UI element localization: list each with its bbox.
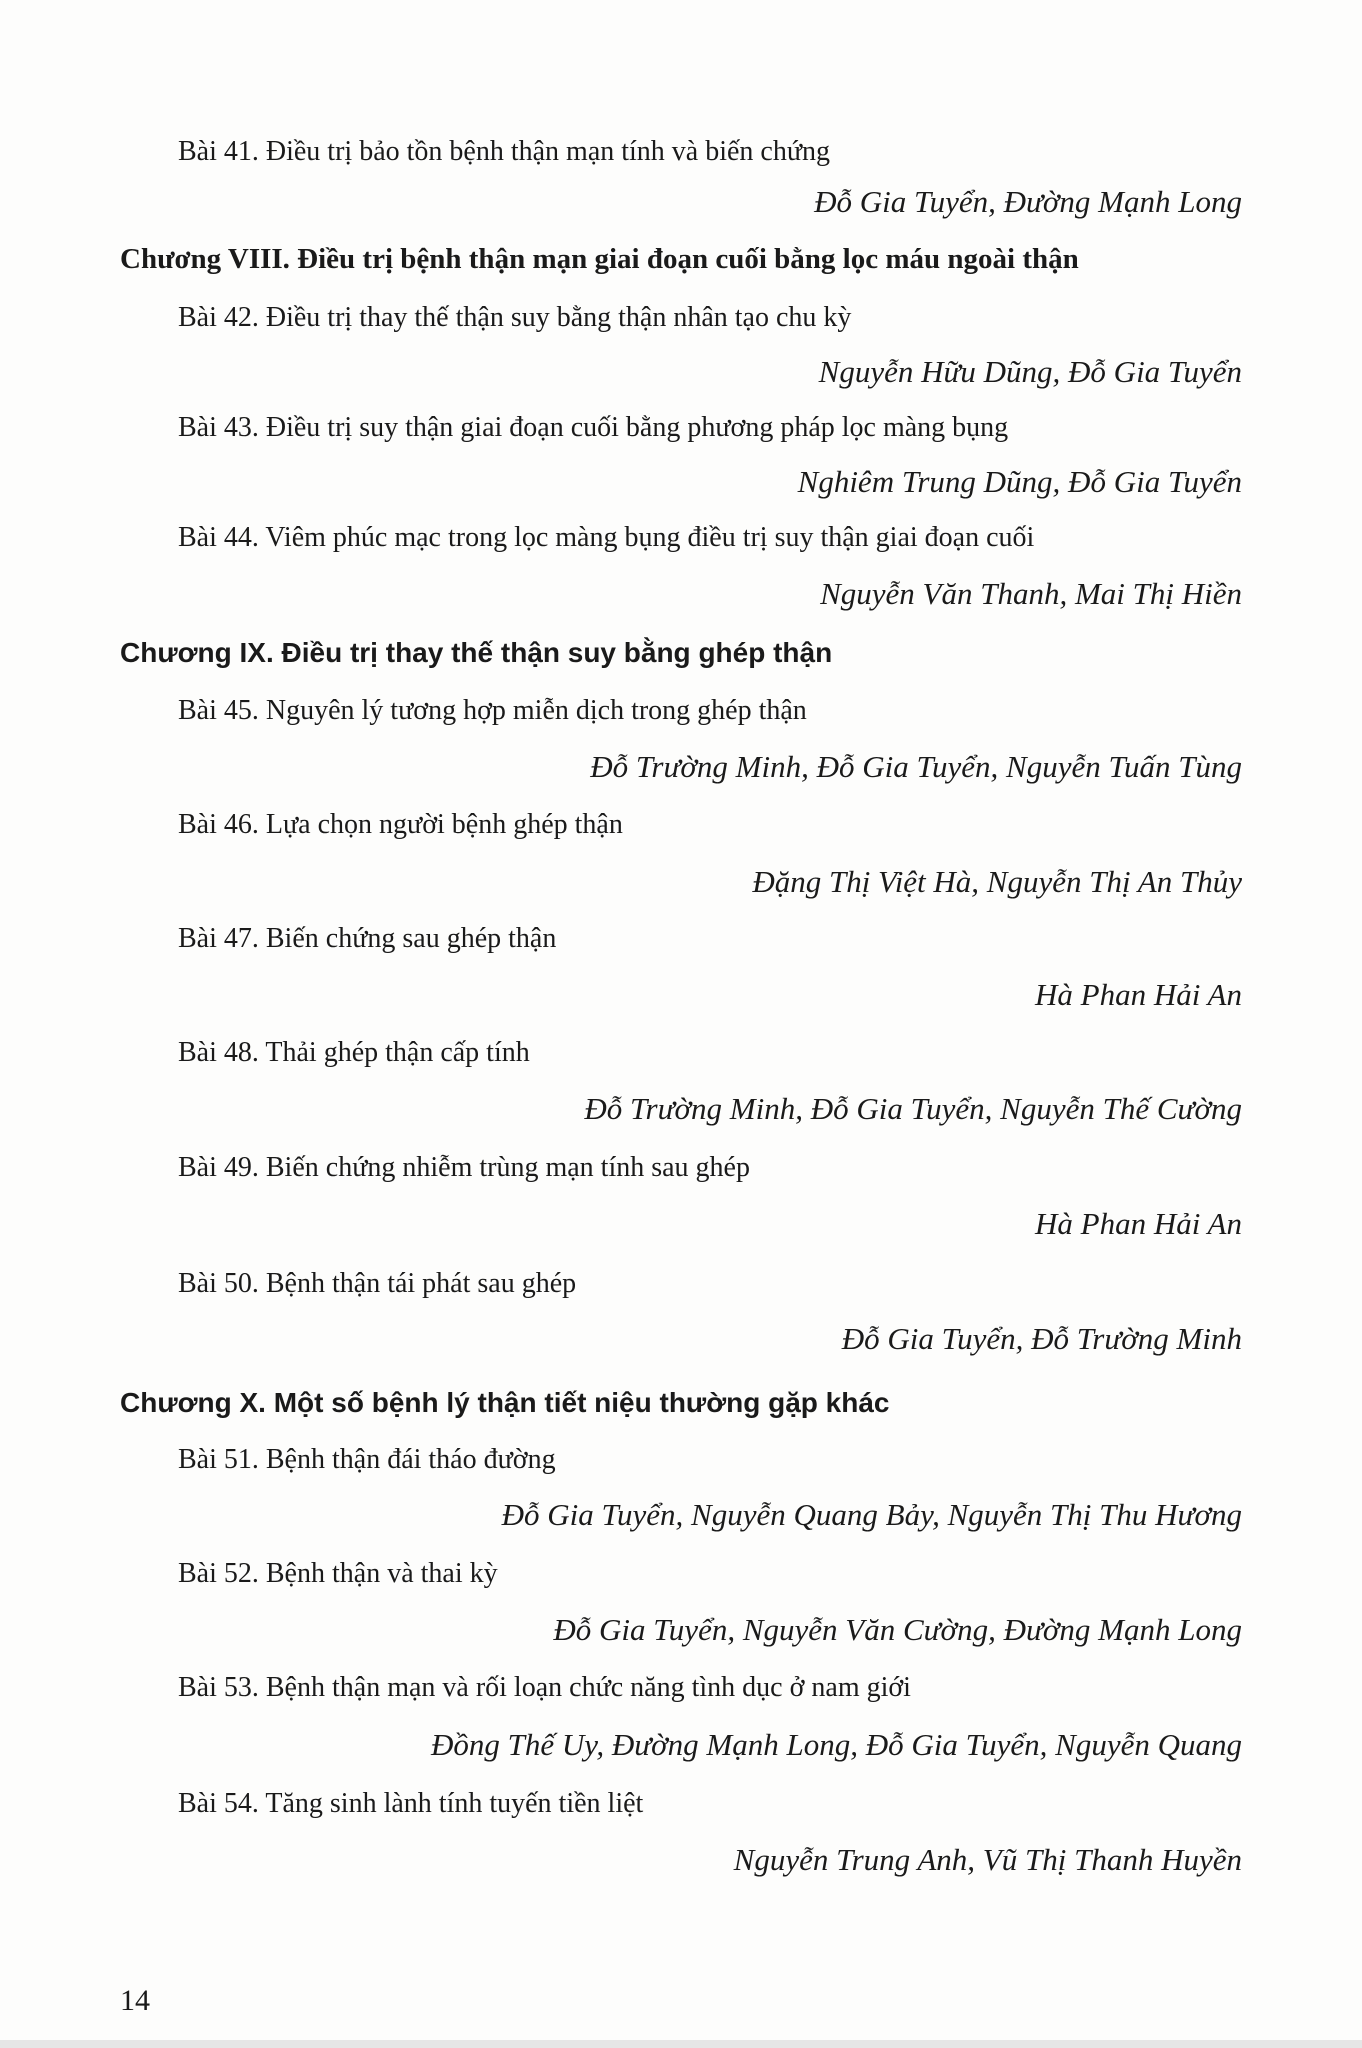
toc-authors-45: Đỗ Trường Minh, Đỗ Gia Tuyển, Nguyễn Tuấn Tùng <box>590 749 1242 784</box>
toc-authors-53: Đồng Thế Uy, Đường Mạnh Long, Đỗ Gia Tuyển, Nguyễn Quang <box>431 1727 1242 1762</box>
toc-authors-46: Đặng Thị Việt Hà, Nguyễn Thị An Thủy <box>752 864 1242 899</box>
toc-authors-47: Hà Phan Hải An <box>1035 977 1242 1012</box>
toc-lesson-41: Bài 41. Điều trị bảo tồn bệnh thận mạn tính và biến chứng <box>178 136 831 167</box>
toc-lesson-54: Bài 54. Tăng sinh lành tính tuyến tiền liệt <box>178 1788 644 1819</box>
toc-authors-41: Đỗ Gia Tuyển, Đường Mạnh Long <box>814 184 1242 219</box>
toc-authors-42: Nguyễn Hữu Dũng, Đỗ Gia Tuyển <box>818 354 1242 389</box>
toc-lesson-43: Bài 43. Điều trị suy thận giai đoạn cuối bằng phương pháp lọc màng bụng <box>178 412 1009 443</box>
toc-authors-52: Đỗ Gia Tuyển, Nguyễn Văn Cường, Đường Mạnh Long <box>553 1612 1242 1647</box>
toc-authors-44: Nguyễn Văn Thanh, Mai Thị Hiền <box>820 576 1242 611</box>
toc-authors-50: Đỗ Gia Tuyển, Đỗ Trường Minh <box>841 1321 1242 1356</box>
toc-lesson-42: Bài 42. Điều trị thay thế thận suy bằng thận nhân tạo chu kỳ <box>178 302 852 333</box>
toc-lesson-52: Bài 52. Bệnh thận và thai kỳ <box>178 1558 498 1589</box>
toc-chapter-10: Chương X. Một số bệnh lý thận tiết niệu thường gặp khác <box>120 1387 890 1418</box>
toc-lesson-51: Bài 51. Bệnh thận đái tháo đường <box>178 1444 556 1475</box>
toc-authors-54: Nguyễn Trung Anh, Vũ Thị Thanh Huyền <box>733 1842 1242 1877</box>
toc-chapter-8: Chương VIII. Điều trị bệnh thận mạn giai đoạn cuối bằng lọc máu ngoài thận <box>120 243 1079 275</box>
toc-lesson-50: Bài 50. Bệnh thận tái phát sau ghép <box>178 1268 577 1299</box>
toc-lesson-49: Bài 49. Biến chứng nhiễm trùng mạn tính sau ghép <box>178 1152 750 1183</box>
toc-authors-43: Nghiêm Trung Dũng, Đỗ Gia Tuyển <box>797 464 1242 499</box>
toc-lesson-45: Bài 45. Nguyên lý tương hợp miễn dịch trong ghép thận <box>178 695 807 726</box>
toc-chapter-9: Chương IX. Điều trị thay thế thận suy bằng ghép thận <box>120 637 833 668</box>
page-bottom-edge <box>0 2040 1362 2048</box>
toc-lesson-44: Bài 44. Viêm phúc mạc trong lọc màng bụng điều trị suy thận giai đoạn cuối <box>178 522 1035 553</box>
toc-lesson-47: Bài 47. Biến chứng sau ghép thận <box>178 923 557 954</box>
page-number: 14 <box>120 1984 150 2017</box>
toc-lesson-48: Bài 48. Thải ghép thận cấp tính <box>178 1037 530 1068</box>
toc-lesson-46: Bài 46. Lựa chọn người bệnh ghép thận <box>178 809 623 840</box>
toc-lesson-53: Bài 53. Bệnh thận mạn và rối loạn chức năng tình dục ở nam giới <box>178 1672 911 1703</box>
toc-authors-51: Đỗ Gia Tuyển, Nguyễn Quang Bảy, Nguyễn Thị Thu Hương <box>501 1497 1242 1532</box>
toc-authors-49: Hà Phan Hải An <box>1035 1206 1242 1241</box>
toc-authors-48: Đỗ Trường Minh, Đỗ Gia Tuyển, Nguyễn Thế Cường <box>584 1091 1242 1126</box>
